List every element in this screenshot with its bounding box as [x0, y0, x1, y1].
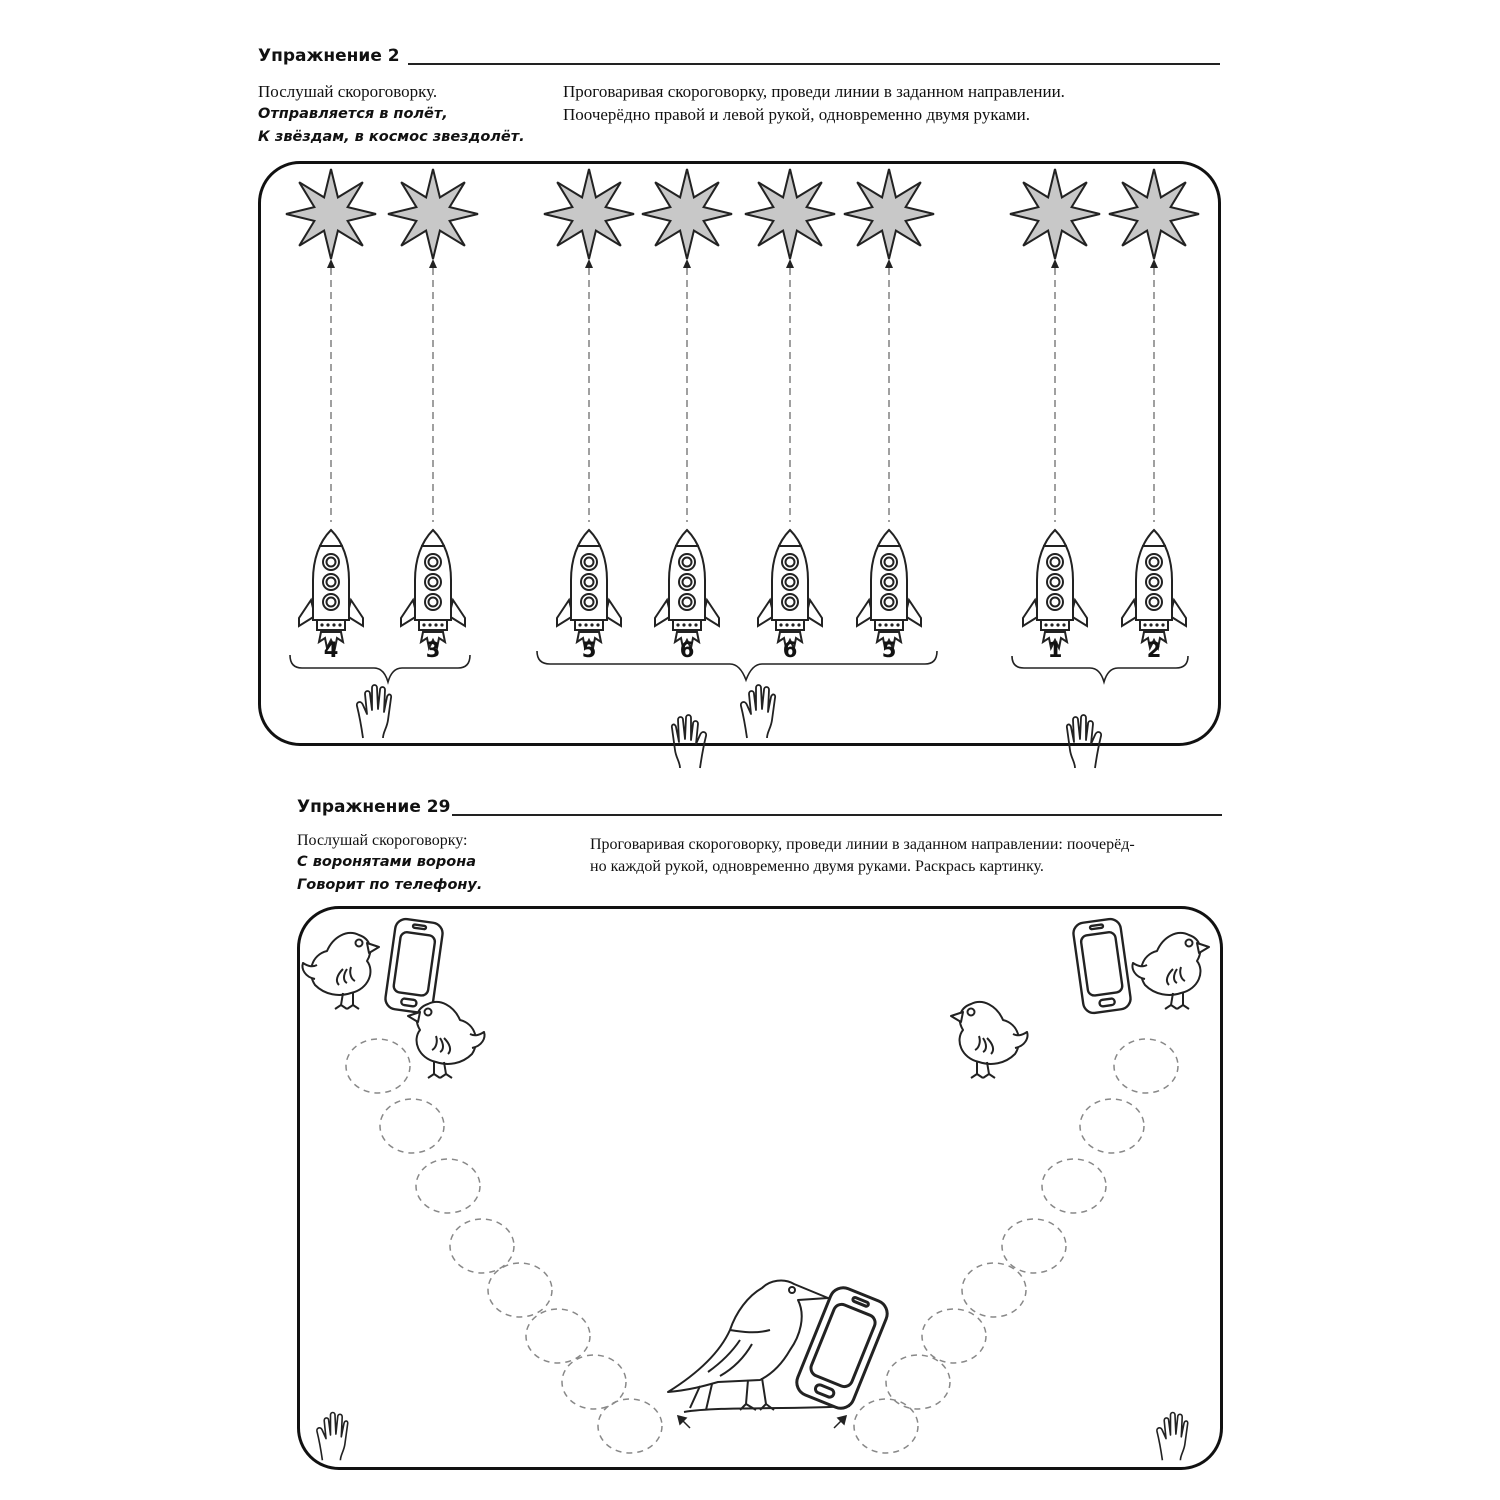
exercise29-heading: Упражнение 29	[297, 797, 451, 817]
chick-icon	[951, 1002, 1028, 1078]
trace-loop[interactable]	[1080, 1099, 1144, 1153]
arrow-icon	[678, 1416, 690, 1428]
trace-loop[interactable]	[1002, 1219, 1066, 1273]
exercise29-rhyme-line1: С воронятами ворона	[297, 854, 477, 870]
exercise29-instruction-line2: но каждой рукой, одновременно двумя руками. Раскрась картинку.	[590, 858, 1044, 875]
chick-icon	[303, 933, 380, 1009]
trace-loop[interactable]	[346, 1039, 410, 1093]
hand-icon	[1157, 1413, 1188, 1461]
trace-loop[interactable]	[598, 1399, 662, 1453]
exercise29-rhyme-line2: Говорит по телефону.	[297, 877, 483, 893]
phone-icon	[1072, 918, 1132, 1015]
trace-loop[interactable]	[1042, 1159, 1106, 1213]
exercise2-heading: Упражнение 2	[258, 46, 400, 66]
trace-loop[interactable]	[488, 1263, 552, 1317]
exercise29-instruction-line1: Проговаривая скороговорку, проведи линии в заданном направлении: поочерёд-	[590, 836, 1135, 853]
trace-loop[interactable]	[450, 1219, 514, 1273]
exercise29-intro: Послушай скороговорку:	[297, 832, 468, 849]
loop-trail-right	[854, 1039, 1178, 1453]
trace-loop[interactable]	[962, 1263, 1026, 1317]
chick-icon	[408, 1002, 485, 1078]
rocket-number: 5	[581, 638, 597, 662]
chick-icon	[1133, 933, 1210, 1009]
trace-loop[interactable]	[922, 1309, 986, 1363]
rocket-number: 5	[881, 638, 897, 662]
trace-loop[interactable]	[416, 1159, 480, 1213]
trace-loop[interactable]	[1114, 1039, 1178, 1093]
phone-icon	[793, 1284, 892, 1413]
hand-icon	[317, 1413, 348, 1461]
rocket-number: 6	[782, 638, 798, 662]
trace-loop[interactable]	[380, 1099, 444, 1153]
arrow-icon	[834, 1416, 846, 1428]
phone-icon	[384, 918, 444, 1015]
rocket-number: 6	[679, 638, 695, 662]
rocket-number: 1	[1047, 638, 1063, 662]
exercise2-rhyme-line2: К звёздам, в космос звездолёт.	[258, 129, 525, 145]
trace-loop[interactable]	[526, 1309, 590, 1363]
rocket-number: 4	[323, 638, 339, 662]
rocket-number: 2	[1146, 638, 1162, 662]
exercise2-instruction-line2: Поочерёдно правой и левой рукой, одновременно двумя руками.	[563, 105, 1030, 124]
exercise2-rhyme-line1: Отправляется в полёт,	[258, 106, 448, 122]
rocket-number: 3	[425, 638, 441, 662]
exercise2-intro: Послушай скороговорку.	[258, 82, 438, 101]
exercise2-instruction-line1: Проговаривая скороговорку, проведи линии в заданном направлении.	[563, 82, 1065, 101]
loop-trail-left	[346, 1039, 662, 1453]
